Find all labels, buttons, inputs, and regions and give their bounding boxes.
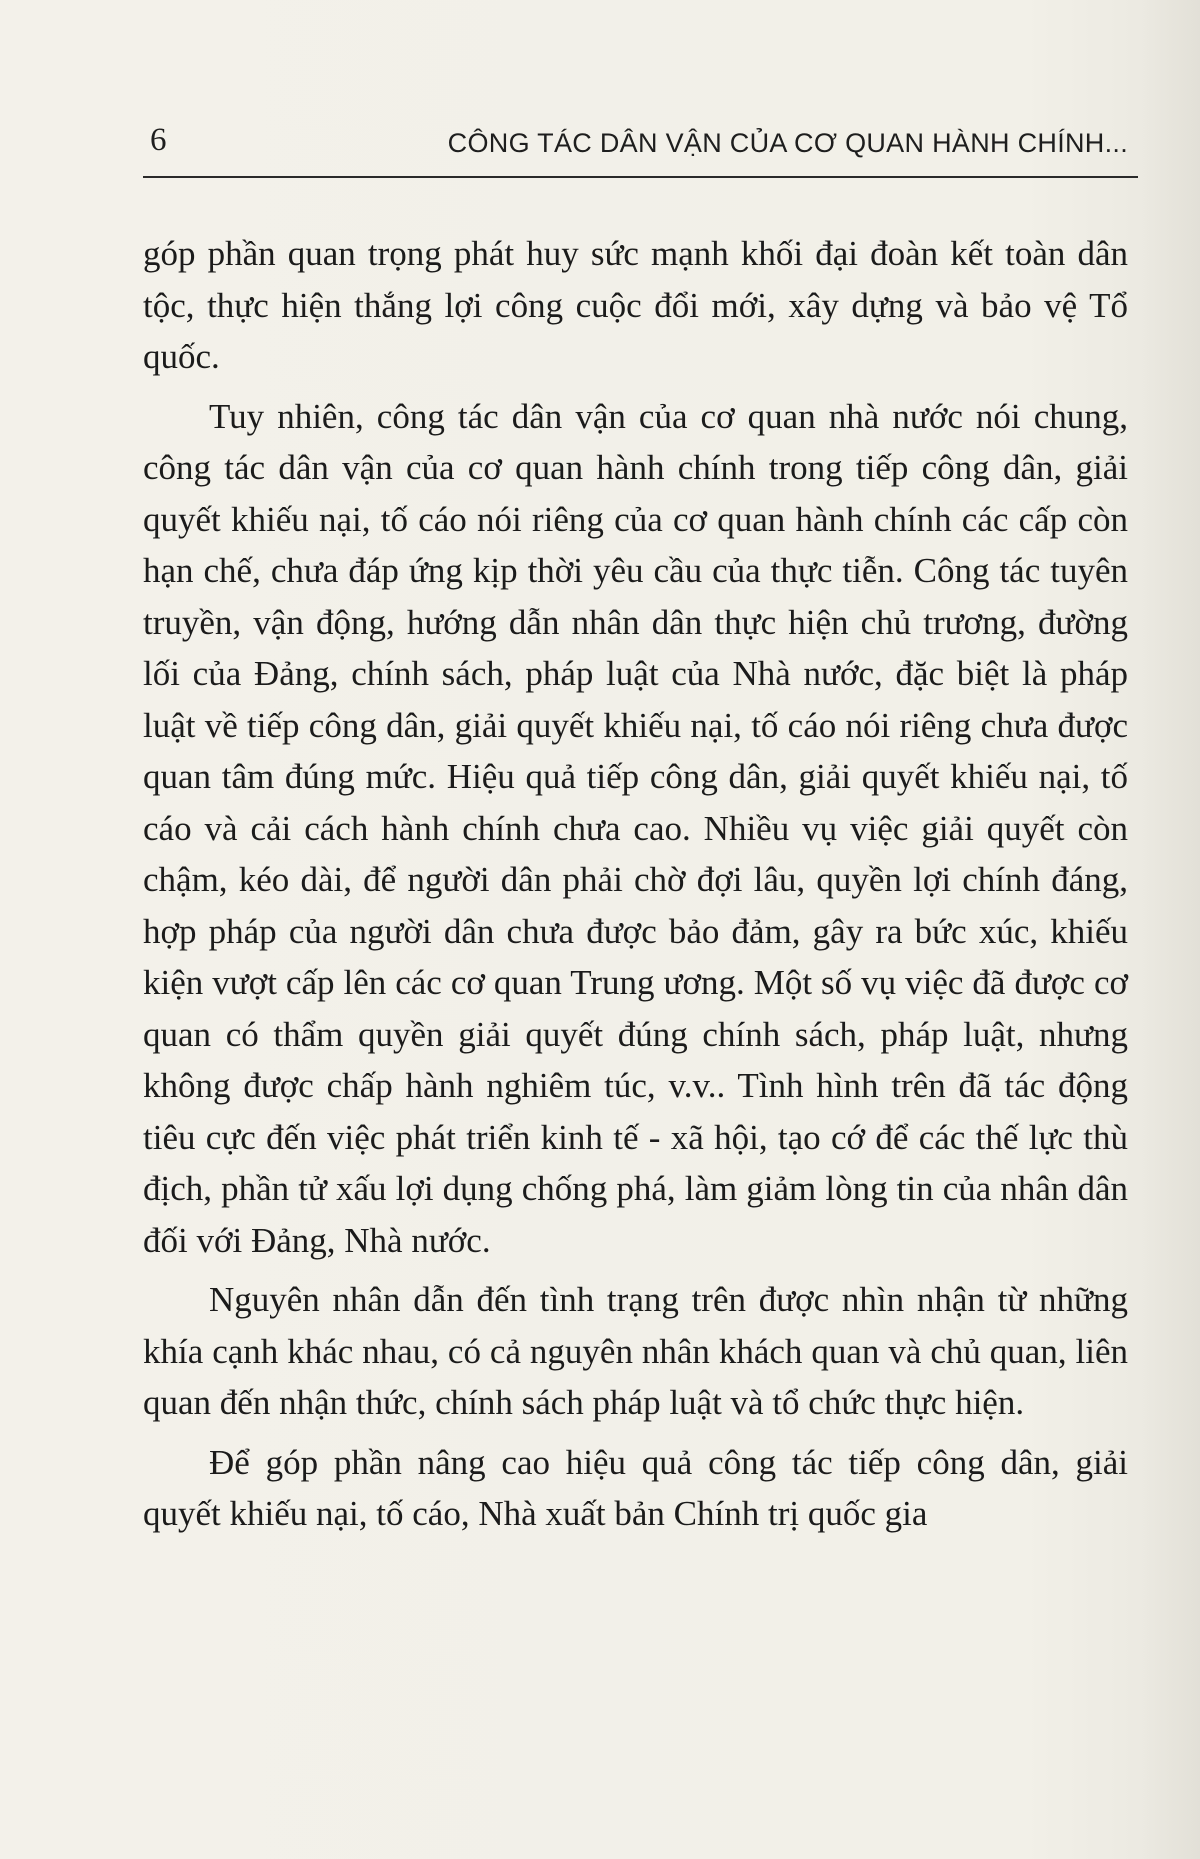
running-header (143, 122, 1138, 178)
paragraph: Tuy nhiên, công tác dân vận của cơ quan nhà nước nói chung, công tác dân vận của cơ quan hành chính trong tiếp công dân, giải quyết khiếu nại, tố cáo nói riêng của cơ quan hành chính các cấp còn hạn chế, chưa đáp ứng kịp thời yêu cầu của thực tiễn. Công tác tuyên truyền, vận động, hướng dẫn nhân dân thực hiện chủ trương, đường lối của Đảng, chính sách, pháp luật của Nhà nước, đặc biệt là pháp luật về tiếp công dân, giải quyết khiếu nại, tố cáo nói riêng chưa được quan tâm đúng mức. Hiệu quả tiếp công dân, giải quyết khiếu nại, tố cáo và cải cách hành chính chưa cao. Nhiều vụ việc giải quyết còn chậm, kéo dài, để người dân phải chờ đợi lâu, quyền lợi chính đáng, hợp pháp của người dân chưa được bảo đảm, gây ra bức xúc, khiếu kiện vượt cấp lên các cơ quan Trung ương. Một số vụ việc đã được cơ quan có thẩm quyền giải quyết đúng chính sách, pháp luật, nhưng không được chấp hành nghiêm túc, v.v.. Tình hình trên đã tác động tiêu cực đến việc phát triển kinh tế - xã hội, tạo cớ để các thế lực thù địch, phần tử xấu lợi dụng chống phá, làm giảm lòng tin của nhân dân đối với Đảng, Nhà nước. (143, 396, 1128, 1260)
page-number: 6 (150, 122, 167, 158)
paragraph: Để góp phần nâng cao hiệu quả công tác tiếp công dân, giải quyết khiếu nại, tố cáo, Nhà xuất bản Chính trị quốc gia (143, 1442, 1128, 1533)
body-text (143, 228, 1128, 1548)
running-title: CÔNG TÁC DÂN VẬN CỦA CƠ QUAN HÀNH CHÍNH... (447, 128, 1128, 158)
paragraph-continuation: góp phần quan trọng phát huy sức mạnh khối đại đoàn kết toàn dân tộc, thực hiện thắng lợi công cuộc đổi mới, xây dựng và bảo vệ Tổ quốc. (143, 234, 1128, 376)
page-edge-shadow (1140, 0, 1200, 1859)
paragraph: Nguyên nhân dẫn đến tình trạng trên được nhìn nhận từ những khía cạnh khác nhau, có cả nguyên nhân khách quan và chủ quan, liên quan đến nhận thức, chính sách pháp luật và tổ chức thực hiện. (143, 1280, 1128, 1422)
